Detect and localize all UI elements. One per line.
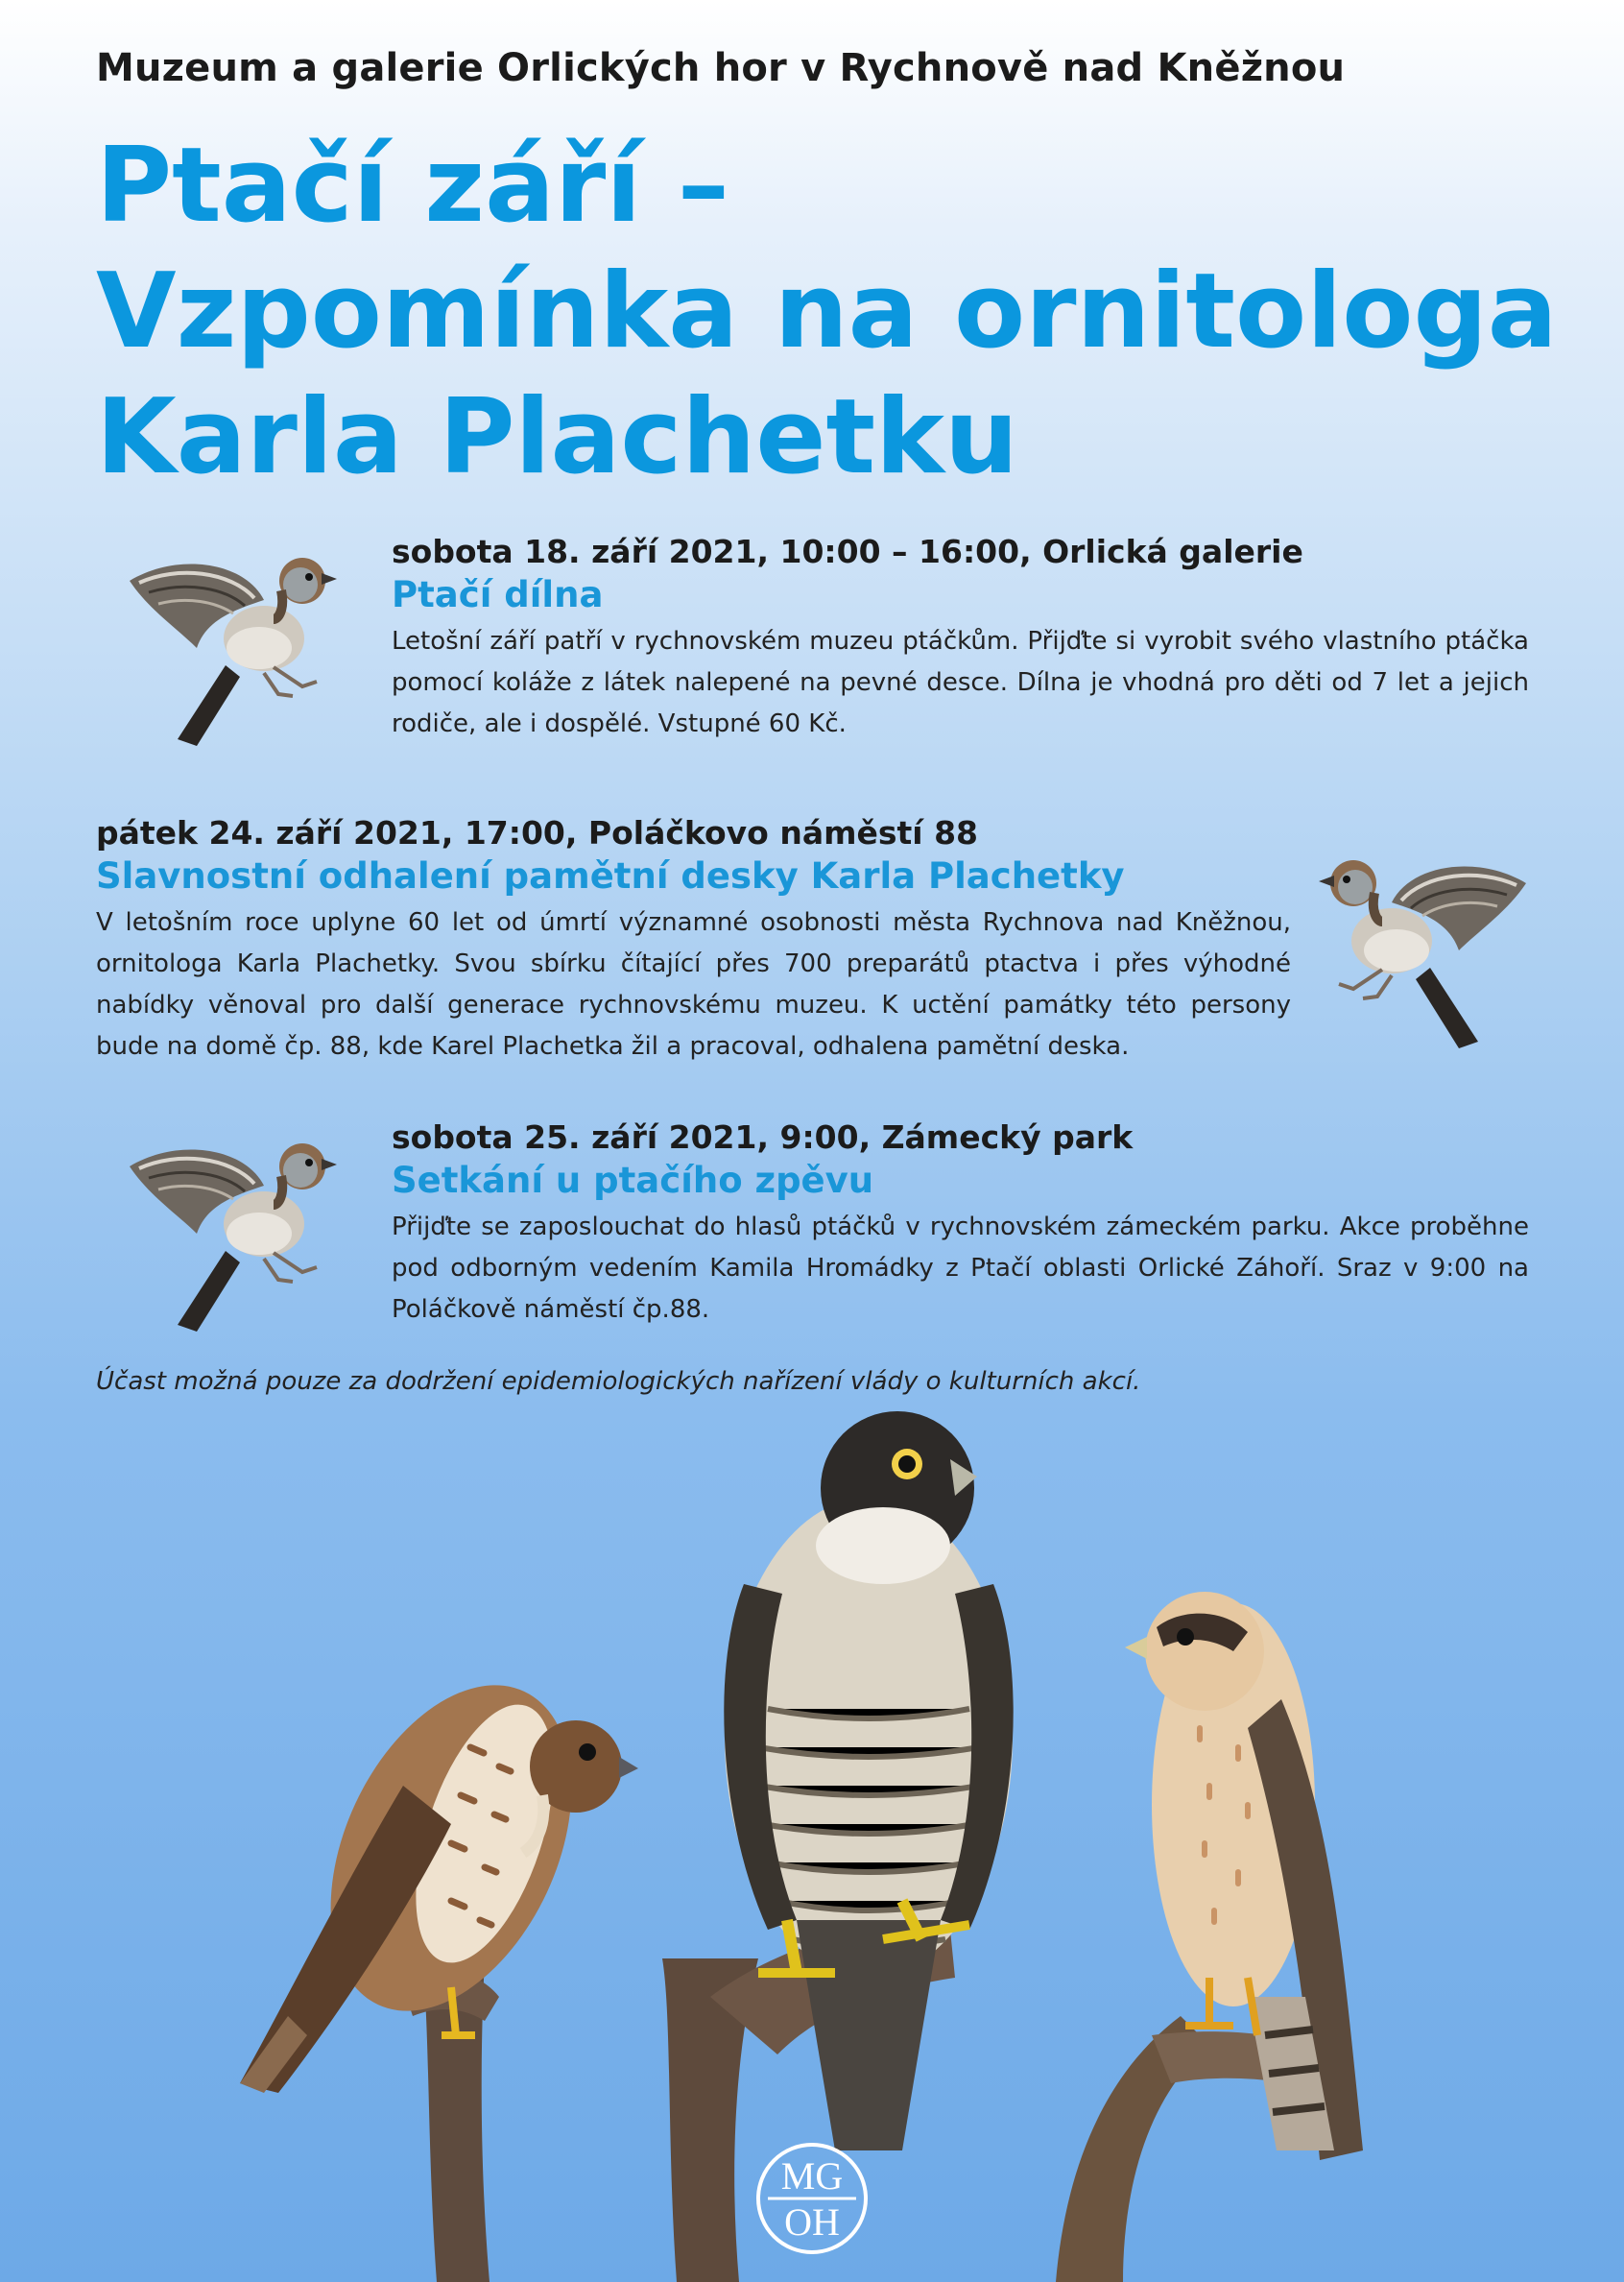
falcons-illustration: [0, 1421, 1624, 2282]
sparrow-image-3: [120, 1128, 341, 1334]
event-1-name: Ptačí dílna: [392, 574, 604, 615]
sparrow-image-1: [120, 542, 341, 749]
merlin-image: [240, 1646, 638, 2282]
event-2-name: Slavnostní odhalení pamětní desky Karla Plachetky: [96, 855, 1125, 897]
event-3-description: Přijďte se zaposlouchat do hlasů ptáčků v rychnovském zámeckém parku. Akce proběhne pod odborným vedením Kamila Hromádky z Ptačí oblasti Orlické Záhoří. Sraz v 9:00 na Poláčkově náměstí čp.88.: [392, 1213, 1529, 1324]
covid-note: Účast možná pouze za dodržení epidemiologických nařízení vlády o kulturních akcí.: [96, 1367, 1141, 1396]
mgoh-logo: [758, 2145, 866, 2252]
title-line-1: Ptačí září –: [96, 126, 729, 246]
event-2: [96, 814, 1291, 1068]
sparrow-image-2: [1315, 845, 1536, 1051]
logo-bottom-text: OH: [784, 2200, 840, 2244]
event-1-date: sobota 18. září 2021, 10:00 – 16:00, Orlická galerie: [392, 533, 1303, 570]
event-1: [392, 533, 1529, 745]
title-line-3: Karla Plachetku: [96, 377, 1018, 497]
event-2-date: pátek 24. září 2021, 17:00, Poláčkovo náměstí 88: [96, 814, 978, 852]
event-3-date: sobota 25. září 2021, 9:00, Zámecký park: [392, 1118, 1134, 1156]
event-3: [392, 1118, 1529, 1331]
museum-name: Muzeum a galerie Orlických hor v Rychnově nad Kněžnou: [96, 46, 1346, 90]
title-line-2: Vzpomínka na ornitologa: [96, 252, 1558, 372]
red-footed-falcon-image: [1056, 1592, 1363, 2282]
logo-top-text: MG: [780, 2154, 844, 2198]
event-1-description: Letošní září patří v rychnovském muzeu ptáčkům. Přijďte si vyrobit svého vlastního ptáčka pomocí koláže z látek nalepené na pevné desce. Dílna je vhodná pro děti od 7 let a jejich rodiče, ale i dospělé. Vstupné 60 Kč.: [392, 627, 1529, 738]
event-3-name: Setkání u ptačího zpěvu: [392, 1160, 874, 1201]
event-2-description: V letošním roce uplyne 60 let od úmrtí významné osobnosti města Rychnova nad Kněžnou, ornitologa Karla Plachetky. Svou sbírku čítající přes 700 preparátů ptactva i přes výhodné nabídky věnoval pro další generace rychnovskému muzeu. K uctění památky této persony bude na domě čp. 88, kde Karel Plachetka žil a pracoval, odhalena pamětní deska.: [96, 908, 1291, 1061]
page-title: [96, 123, 1558, 500]
